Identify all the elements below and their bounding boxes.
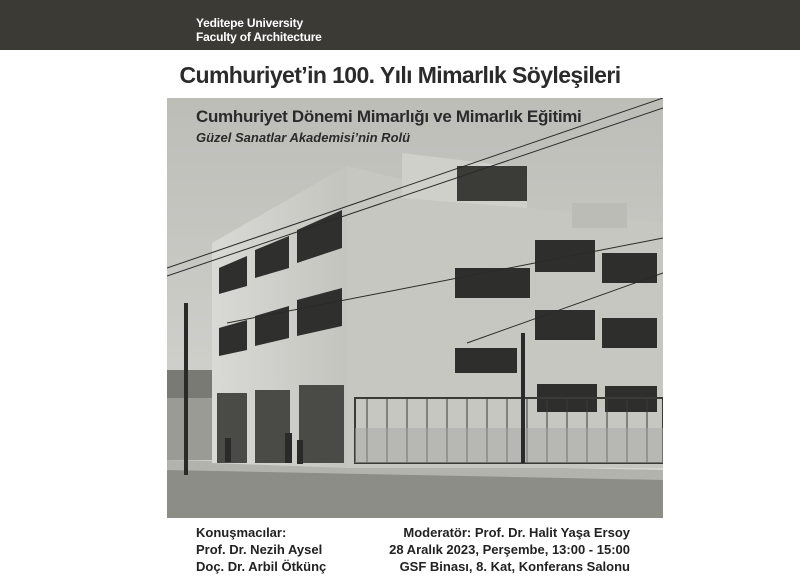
event-datetime: 28 Aralık 2023, Perşembe, 13:00 - 15:00: [389, 542, 630, 557]
speaker-name: Prof. Dr. Nezih Aysel: [196, 542, 323, 557]
talk-title: Cumhuriyet Dönemi Mimarlığı ve Mimarlık Eğitimi: [196, 107, 582, 126]
event-details: [389, 524, 630, 575]
organization-name: [196, 16, 322, 44]
speaker-name: Doç. Dr. Arbil Ötkünç: [196, 559, 327, 574]
speakers-label: Konuşmacılar:: [196, 525, 287, 540]
moderator: Moderatör: Prof. Dr. Halit Yaşa Ersoy: [403, 525, 630, 540]
building-illustration: [167, 98, 663, 518]
talk-subtitle: Güzel Sanatlar Akademisi’nin Rolü: [196, 130, 411, 145]
series-title: Cumhuriyet’in 100. Yılı Mimarlık Söyleşileri: [179, 62, 621, 88]
header-bar: [0, 0, 800, 50]
event-location: GSF Binası, 8. Kat, Konferans Salonu: [399, 559, 630, 574]
building-photo: [167, 98, 663, 518]
faculty-name: Faculty of Architecture: [196, 30, 322, 44]
speakers-block: [196, 524, 326, 575]
university-name: Yeditepe University: [196, 16, 303, 30]
